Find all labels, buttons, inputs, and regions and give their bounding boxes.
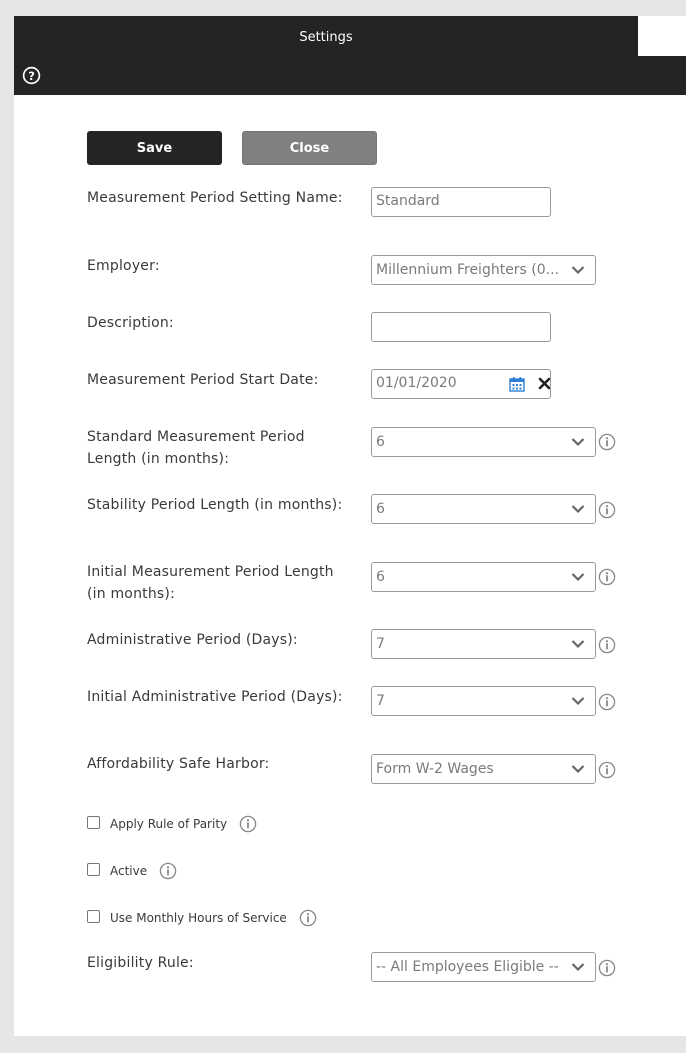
employer-label: Employer: <box>87 258 160 274</box>
active-label: Active <box>110 864 148 878</box>
description-label: Description: <box>87 315 174 331</box>
stability-length-select[interactable] <box>371 494 596 524</box>
rule-of-parity-label: Apply Rule of Parity <box>110 817 228 831</box>
setting-name-input[interactable] <box>371 187 551 217</box>
standard-length-label: Standard Measurement Period Length (in months): <box>87 429 305 467</box>
close-button[interactable]: Close <box>242 131 377 165</box>
initial-admin-period-label: Initial Administrative Period (Days): <box>87 689 343 705</box>
description-input[interactable] <box>371 312 551 342</box>
chevron-down-icon <box>571 696 585 706</box>
setting-name-label: Measurement Period Setting Name: <box>87 190 343 206</box>
chevron-down-icon <box>571 572 585 582</box>
safe-harbor-value: Form W-2 Wages <box>376 761 494 777</box>
employer-value: Millennium Freighters (0... <box>376 262 560 278</box>
info-circle-icon[interactable] <box>239 815 257 833</box>
rule-of-parity-checkbox[interactable] <box>87 816 100 829</box>
info-circle-icon[interactable] <box>598 693 616 711</box>
stability-length-value: 6 <box>376 501 385 517</box>
chevron-down-icon <box>571 962 585 972</box>
start-date-value: 01/01/2020 <box>376 375 457 391</box>
start-date-input[interactable] <box>371 369 551 399</box>
info-circle-icon[interactable] <box>159 862 177 880</box>
chevron-down-icon <box>571 764 585 774</box>
chevron-down-icon <box>571 504 585 514</box>
admin-period-select[interactable] <box>371 629 596 659</box>
initial-admin-period-value: 7 <box>376 693 385 709</box>
admin-period-label: Administrative Period (Days): <box>87 632 298 648</box>
initial-length-select[interactable] <box>371 562 596 592</box>
title-bar-blank-area <box>638 16 686 56</box>
monthly-hours-checkbox[interactable] <box>87 910 100 923</box>
monthly-hours-row <box>87 908 317 928</box>
rule-of-parity-row <box>87 814 257 834</box>
setting-name-value: Standard <box>376 193 440 209</box>
standard-length-value: 6 <box>376 434 385 450</box>
info-circle-icon[interactable] <box>598 433 616 451</box>
calendar-icon[interactable] <box>509 376 525 392</box>
monthly-hours-label: Use Monthly Hours of Service <box>110 911 287 925</box>
active-row <box>87 861 177 881</box>
employer-select[interactable] <box>371 255 596 285</box>
eligibility-rule-label: Eligibility Rule: <box>87 955 194 971</box>
initial-length-label: Initial Measurement Period Length (in months): <box>87 564 334 602</box>
info-circle-icon[interactable] <box>299 909 317 927</box>
start-date-label: Measurement Period Start Date: <box>87 372 319 388</box>
info-circle-icon[interactable] <box>598 568 616 586</box>
info-circle-icon[interactable] <box>598 501 616 519</box>
chevron-down-icon <box>571 265 585 275</box>
standard-length-select[interactable] <box>371 427 596 457</box>
dialog-title: Settings <box>299 30 353 45</box>
initial-admin-period-select[interactable] <box>371 686 596 716</box>
title-bar <box>14 16 686 95</box>
admin-period-value: 7 <box>376 636 385 652</box>
svg-text:?: ? <box>28 68 35 83</box>
settings-dialog <box>14 16 686 1036</box>
active-checkbox[interactable] <box>87 863 100 876</box>
info-circle-icon[interactable] <box>598 636 616 654</box>
chevron-down-icon <box>571 639 585 649</box>
safe-harbor-select[interactable] <box>371 754 596 784</box>
question-circle-icon[interactable] <box>22 66 41 85</box>
eligibility-rule-value: -- All Employees Eligible -- <box>376 959 559 975</box>
info-circle-icon[interactable] <box>598 959 616 977</box>
stability-length-label: Stability Period Length (in months): <box>87 497 343 513</box>
save-button[interactable]: Save <box>87 131 222 165</box>
safe-harbor-label: Affordability Safe Harbor: <box>87 756 270 772</box>
initial-length-value: 6 <box>376 569 385 585</box>
chevron-down-icon <box>571 437 585 447</box>
info-circle-icon[interactable] <box>598 761 616 779</box>
eligibility-rule-select[interactable] <box>371 952 596 982</box>
x-icon[interactable] <box>538 377 551 390</box>
